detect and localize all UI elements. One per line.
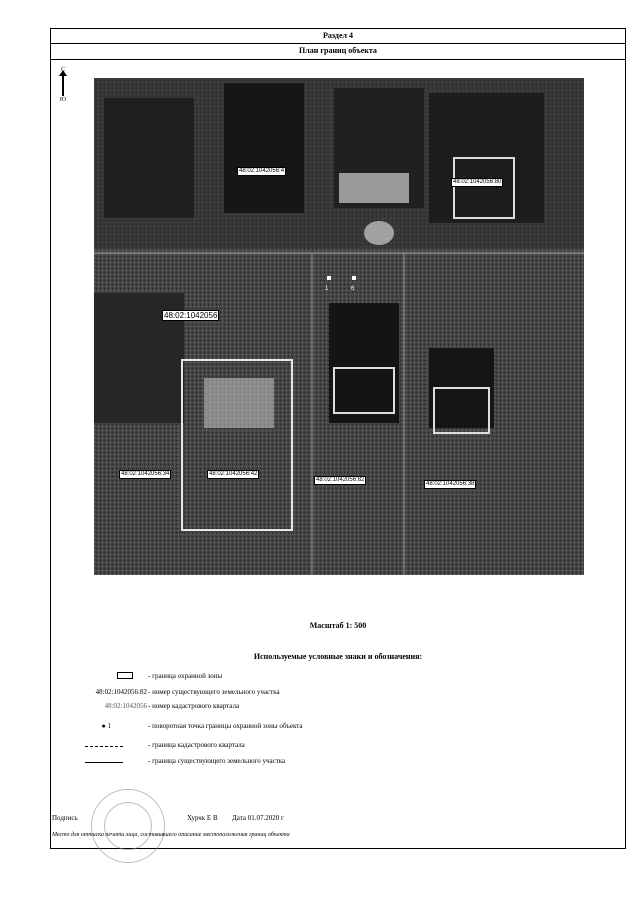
parcel-border-icon xyxy=(85,762,123,763)
signature-date: Дата 01.07.2020 г xyxy=(232,814,284,822)
legend-text: - поворотная точка границы охранной зоны объекта xyxy=(148,722,303,730)
section-header: Раздел 4 xyxy=(51,29,625,44)
legend-text: - граница существующего земельного участка xyxy=(148,757,286,765)
aerial-map xyxy=(94,78,584,575)
legend-item xyxy=(51,741,625,753)
parcel-label: 48:02:1042056:82 xyxy=(316,477,365,483)
south-label: Ю xyxy=(59,97,67,103)
legend-text: - граница охранной зоны xyxy=(148,672,223,680)
legend-item xyxy=(51,672,625,684)
point-label: 6 xyxy=(351,286,355,292)
point-label: 1 xyxy=(325,286,329,292)
signature-row xyxy=(52,814,626,822)
legend-title: Используемые условные знаки и обозначения: xyxy=(253,652,423,661)
legend-symbol: 48:02:1042056:82 xyxy=(95,688,147,696)
north-arrow xyxy=(58,67,68,103)
point-marker xyxy=(352,276,356,280)
signature-label: Подпись xyxy=(52,814,78,822)
quarter-border-icon xyxy=(85,746,123,747)
zone-border-icon xyxy=(51,672,147,681)
legend-item xyxy=(51,688,625,700)
legend-text: - номер существующего земельного участка xyxy=(148,688,280,696)
legend-symbol: 48:02:1042056 xyxy=(104,702,147,710)
legend-symbol: 1 xyxy=(107,722,111,730)
parcel-label: 48:02:1042056:42 xyxy=(209,471,258,477)
scale-label: Масштаб 1: 500 xyxy=(309,621,367,630)
document-frame xyxy=(50,28,626,849)
parcel-label: 48:02:1042056:34 xyxy=(121,471,170,477)
legend-item xyxy=(51,757,625,769)
signer-name: Хурчк Е В xyxy=(187,814,218,822)
point-icon: ● 1 xyxy=(101,722,111,730)
aerial-photo xyxy=(94,78,584,575)
legend-item xyxy=(51,722,625,734)
legend-text: - граница кадастрового квартала xyxy=(148,741,245,749)
quarter-label: 48:02:1042056 xyxy=(164,311,218,320)
parcel-label: 48:02:1042056:80 xyxy=(453,179,502,185)
parcel-label: 48:02:1042056:4 xyxy=(239,168,285,174)
legend-text: - номер кадастрового квартала xyxy=(148,702,240,710)
seal-stamp xyxy=(91,789,165,863)
legend-item xyxy=(51,702,625,714)
plan-title: План границ объекта xyxy=(51,43,625,60)
stamp-note: Место для оттиска печати лица, составившего описание местоположения границ объекта xyxy=(52,832,290,838)
point-marker xyxy=(327,276,331,280)
parcel-label: 48:02:1042056:38 xyxy=(426,481,475,487)
arrow-icon xyxy=(62,74,64,96)
